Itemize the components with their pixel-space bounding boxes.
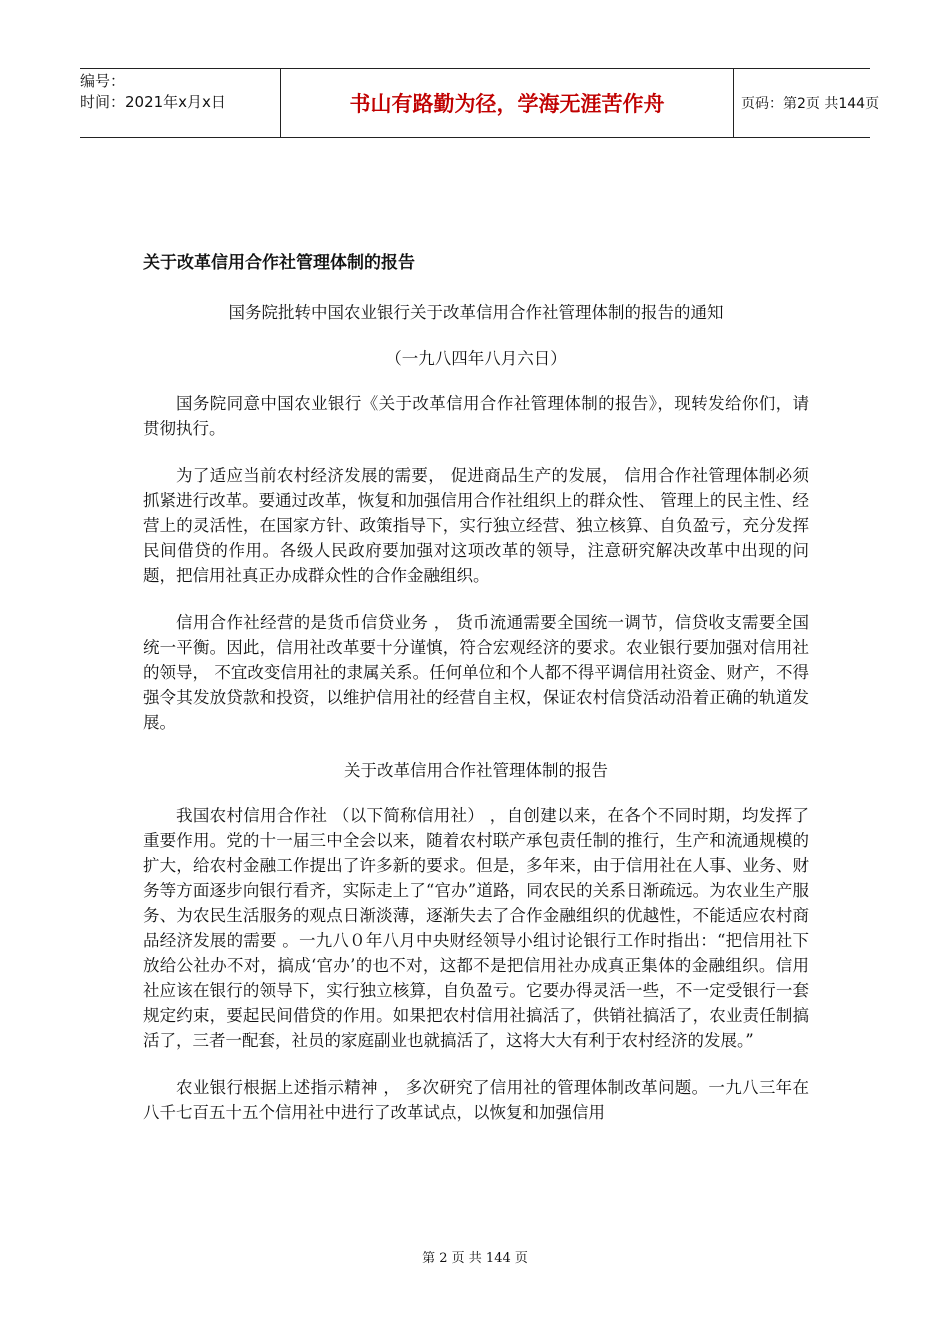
document-title: 关于改革信用合作社管理体制的报告 — [143, 253, 415, 273]
header-meta — [80, 69, 280, 139]
paragraph: 信用合作社经营的是货币信贷业务 ， 货币流通需要全国统一调节，信贷收支需要全国统一平衡。因此，信用社改革要十分谨慎，符合宏观经济的要求。农业银行要加强对信用社的领导， 不宜改变信用社的隶属关系。任何单位和个人都不得平调信用社资金、财产，不得强令其发放贷款和投资，以维护信用社的经营自主权，保证农村信贷活动沿着正确的轨道发展。 — [143, 613, 809, 732]
motto: 书山有路勤为径，学海无涯苦作舟 — [280, 69, 734, 137]
page-header — [80, 68, 880, 138]
number-label: 编号： — [80, 72, 126, 90]
document-body — [143, 248, 809, 1147]
notice-date: （一九八四年八月六日） — [385, 349, 567, 368]
notice-title: 国务院批转中国农业银行关于改革信用合作社管理体制的报告的通知 — [228, 303, 724, 322]
report-title: 关于改革信用合作社管理体制的报告 — [344, 761, 608, 780]
paragraph: 农业银行根据上述指示精神 ， 多次研究了信用社的管理体制改革问题。一九八三年在八千七百五十五个信用社中进行了改革试点，以恢复和加强信用 — [143, 1078, 809, 1122]
paragraph: 国务院同意中国农业银行《关于改革信用合作社管理体制的报告》，现转发给你们，请贯彻执行。 — [143, 394, 809, 438]
paragraph: 我国农村信用合作社 （以下简称信用社） ，自创建以来，在各个不同时期，均发挥了重要作用。党的十一届三中全会以来，随着农村联产承包责任制的推行，生产和流通规模的扩大，给农村金融工作提出了许多新的要求。但是，多年来，由于信用社在人事、业务、财务等方面逐步向银行看齐，实际走上了“官办”道路，同农民的关系日渐疏远。为农业生产服务、为农民生活服务的观点日渐淡薄，逐渐失去了合作金融组织的优越性，不能适应农村商品经济发展的需要 。一九八０年八月中央财经领导小组讨论银行工作时指出：“把信用社下放给公社办不对，搞成‘官办’的也不对，这都不是把信用社办成真正集体的金融组织。信用社应该在银行的领导下，实行独立核算，自负盈亏。它要办得灵活一些，不一定受银行一套规定约束，要起民间借贷的作用。如果把农村信用社搞活了，供销社搞活了，农业责任制搞活了，三者一配套，社员的家庭副业也就搞活了，这将大大有利于农村经济的发展。” — [143, 806, 809, 1050]
time-label: 时间：2021年x月x日 — [80, 93, 226, 111]
page-info: 页码：第2页 共144页 — [741, 96, 880, 112]
paragraph: 为了适应当前农村经济发展的需要， 促进商品生产的发展， 信用合作社管理体制必须抓紧进行改革。要通过改革，恢复和加强信用合作社组织上的群众性、 管理上的民主性、经营上的灵活性，在国家方针、政策指导下，实行独立经营、独立核算、自负盈亏，充分发挥民间借贷的作用。各级人民政府要加强对这项改革的领导，注意研究解决改革中出现的问题，把信用社真正办成群众性的合作金融组织。 — [143, 466, 809, 585]
page-footer: 第 2 页 共 144 页 — [422, 1251, 528, 1266]
